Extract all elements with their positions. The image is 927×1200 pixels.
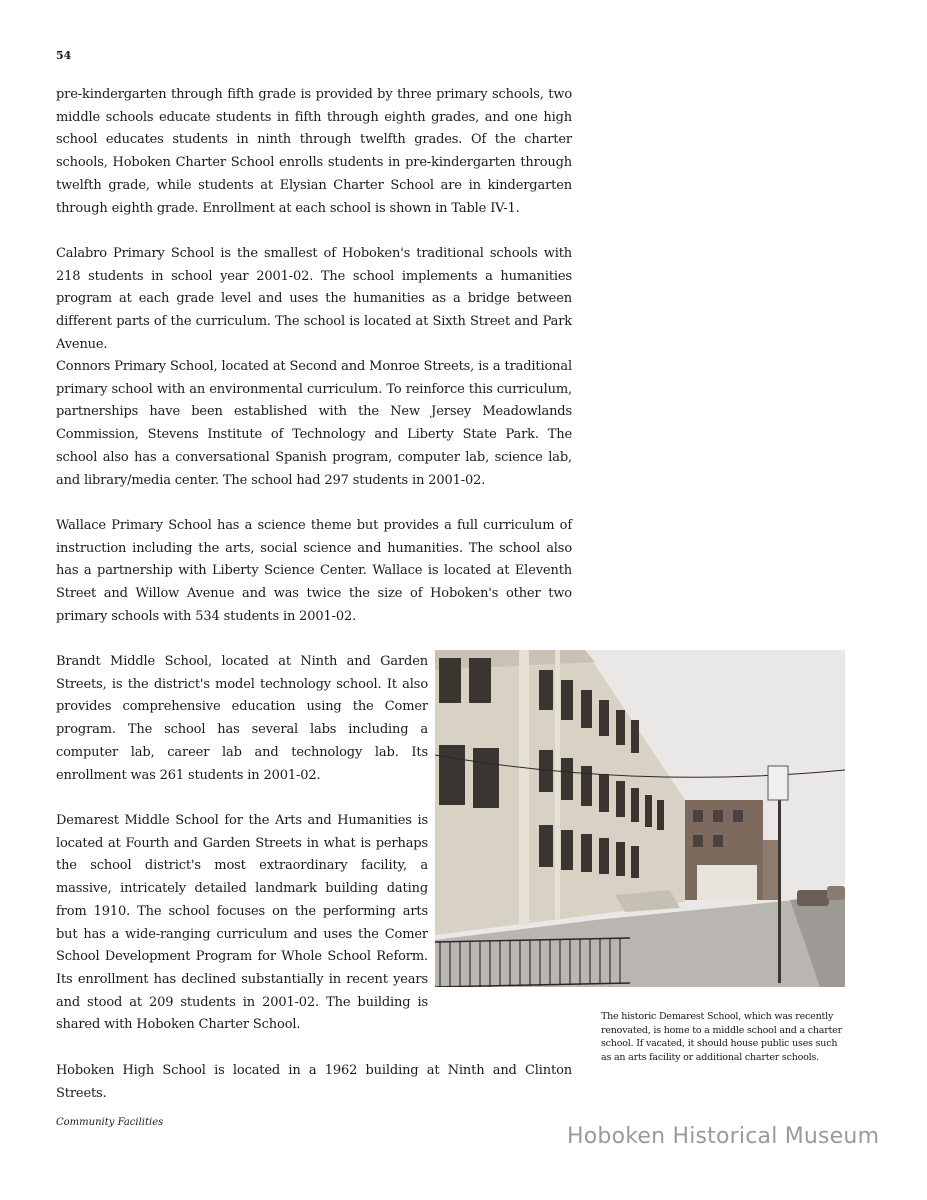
paragraph-brandt: Brandt Middle School, located at Ninth and Garden Streets, is the district's model technology school. It also provides comprehensive education using the Comer program. The school has several labs including a computer lab, career lab and technology lab. Its enrollment was 261 students in 2001-02. [56, 654, 428, 783]
photo-caption: The historic Demarest School, which was recently renovated, is home to a middle school and a charter school. If vacated, it should house public uses such as an arts facility or additional charter schools. [601, 1011, 842, 1063]
paragraph-demarest: Demarest Middle School for the Arts and Humanities is located at Fourth and Garden Streets in what is perhaps the school district's most extraordinary facility, a massive, intricately detailed landmark building dating from 1910. The school focuses on the performing arts but has a wide-ranging curriculum and uses the Comer School Development Program for Whole School Reform. Its enrollment has declined substantially in recent years and stood at 209 students in 2001-02. The building is shared with Hoboken Charter School. [56, 813, 428, 1033]
page-footer: Community Facilities [56, 1117, 164, 1128]
museum-watermark: Hoboken Historical Museum [567, 1124, 880, 1149]
page-number: 54 [56, 49, 72, 62]
paragraph-high-school: Hoboken High School is located in a 1962 building at Ninth and Clinton Streets. [56, 1063, 572, 1101]
paragraph-connors: Connors Primary School, located at Second and Monroe Streets, is a traditional primary school with an environmental curriculum. To reinforce this curriculum, partnerships have been established with the New Jersey Meadowlands Commission, Stevens Institute of Technology and Liberty State Park. The school also has a conversational Spanish program, computer lab, science lab, and library/media center. The school had 297 students in 2001-02. [56, 359, 572, 488]
paragraph-intro: pre-kindergarten through fifth grade is provided by three primary schools, two middle schools educate students in fifth through eighth grades, and one high school educates students in ninth through twelfth grades. Of the charter schools, Hoboken Charter School enrolls students in pre-kindergarten through twelfth grade, while students at Elysian Charter School are in kindergarten through eighth grade. Enrollment at each school is shown in Table IV-1. [56, 87, 572, 216]
paragraph-wallace: Wallace Primary School has a science theme but provides a full curriculum of instruction including the arts, social science and humanities. The school also has a partnership with Liberty Science Center. Wallace is located at Eleventh Street and Willow Avenue and was twice the size of Hoboken's other two primary schools with 534 students in 2001-02. [56, 518, 572, 624]
demarest-school-photo [435, 650, 845, 987]
paragraph-calabro: Calabro Primary School is the smallest of Hoboken's traditional schools with 218 students in school year 2001-02. The school implements a humanities program at each grade level and uses the humanities as a bridge between different parts of the curriculum. The school is located at Sixth Street and Park Avenue. [56, 246, 572, 352]
